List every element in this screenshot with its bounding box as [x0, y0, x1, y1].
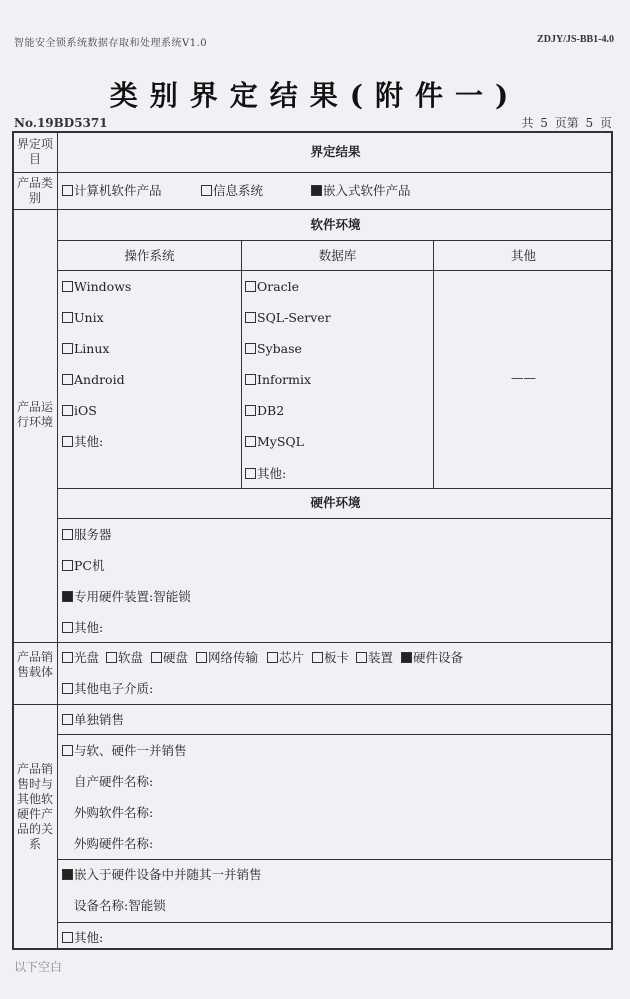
media-option[interactable]: 网络传输: [196, 650, 258, 666]
label-defined-item: 界定项目: [16, 137, 53, 166]
checkbox[interactable]: [62, 529, 73, 540]
checkbox[interactable]: [62, 652, 73, 663]
media-option[interactable]: 硬盘: [151, 650, 188, 666]
media-option[interactable]: 硬件设备: [401, 650, 463, 666]
checkbox[interactable]: [267, 652, 278, 663]
checkbox[interactable]: [62, 932, 73, 943]
checkbox-checked[interactable]: [62, 869, 73, 880]
page-title: 类别界定结果(附件一): [109, 79, 521, 112]
checkbox[interactable]: [356, 652, 367, 663]
db-option[interactable]: SQL-Server: [245, 310, 331, 326]
checkbox-checked[interactable]: [62, 591, 73, 602]
external-software-name: 外购软件名称:: [74, 805, 154, 820]
checkbox[interactable]: [312, 652, 323, 663]
checkbox[interactable]: [245, 436, 256, 447]
row-divider: [58, 488, 613, 489]
os-option[interactable]: Unix: [62, 310, 104, 326]
page-info: 共 5 页第 5 页: [521, 116, 612, 130]
defined-result-header: 界定结果: [310, 144, 361, 159]
checkbox[interactable]: [62, 714, 73, 725]
hw-option[interactable]: 专用硬件装置:智能锁: [62, 589, 191, 605]
other-column-header: 其他: [510, 248, 536, 263]
label-sales-media: 产品销售载体: [16, 650, 53, 679]
hw-option[interactable]: PC机: [62, 558, 104, 574]
checkbox[interactable]: [106, 652, 117, 663]
sale-other[interactable]: 其他:: [62, 930, 103, 946]
sale-embedded[interactable]: 嵌入于硬件设备中并随其一并销售: [62, 867, 262, 883]
category-option[interactable]: 嵌入式软件产品: [311, 183, 411, 199]
checkbox[interactable]: [245, 374, 256, 385]
checkbox[interactable]: [245, 281, 256, 292]
os-option[interactable]: Linux: [62, 341, 109, 357]
row-divider: [58, 734, 613, 735]
checkbox[interactable]: [151, 652, 162, 663]
db-column-header: 数据库: [318, 248, 357, 263]
checkbox[interactable]: [245, 343, 256, 354]
sale-bundle[interactable]: 与软、硬件一并销售: [62, 743, 187, 759]
header-right: ZDJY/JS-BB1-4.0: [537, 34, 614, 45]
media-option[interactable]: 板卡: [312, 650, 349, 666]
media-option[interactable]: 光盘: [62, 650, 99, 666]
checkbox-checked[interactable]: [401, 652, 412, 663]
db-option[interactable]: Sybase: [245, 341, 302, 357]
os-option[interactable]: Windows: [62, 279, 131, 295]
hw-option[interactable]: 其他:: [62, 620, 103, 636]
label-run-environment: 产品运行环境: [16, 400, 53, 429]
external-hardware-name: 外购硬件名称:: [74, 836, 154, 851]
checkbox[interactable]: [62, 436, 73, 447]
row-divider: [58, 518, 613, 519]
checkbox[interactable]: [62, 745, 73, 756]
checkbox[interactable]: [62, 560, 73, 571]
checkbox[interactable]: [62, 622, 73, 633]
checkbox[interactable]: [245, 312, 256, 323]
os-option[interactable]: Android: [62, 372, 125, 388]
media-option[interactable]: 软盘: [106, 650, 143, 666]
db-option[interactable]: Oracle: [245, 279, 299, 295]
column-divider: [433, 240, 434, 488]
checkbox[interactable]: [62, 281, 73, 292]
label-sales-relation: 产品销售时与其他软硬件产品的关系: [16, 762, 53, 851]
row-divider: [58, 859, 613, 860]
category-option[interactable]: 信息系统: [201, 183, 263, 199]
row-divider: [58, 922, 613, 923]
os-option[interactable]: 其他:: [62, 434, 103, 450]
row-divider: [12, 172, 613, 173]
db-option[interactable]: Informix: [245, 372, 311, 388]
checkbox[interactable]: [201, 185, 212, 196]
row-divider: [58, 270, 613, 271]
checkbox[interactable]: [62, 374, 73, 385]
footer-note: 以下空白: [14, 960, 63, 974]
checkbox[interactable]: [196, 652, 207, 663]
own-hardware-name: 自产硬件名称:: [74, 774, 154, 789]
other-value: ——: [511, 370, 536, 385]
media-option[interactable]: 装置: [356, 650, 393, 666]
doc-number: No.19BD5371: [14, 116, 108, 130]
os-column-header: 操作系统: [124, 248, 175, 263]
db-option[interactable]: MySQL: [245, 434, 304, 450]
row-divider: [12, 209, 613, 210]
checkbox[interactable]: [62, 343, 73, 354]
column-divider: [241, 240, 242, 488]
checkbox[interactable]: [62, 312, 73, 323]
category-option[interactable]: 计算机软件产品: [62, 183, 162, 199]
checkbox[interactable]: [62, 405, 73, 416]
checkbox[interactable]: [62, 683, 73, 694]
hw-option[interactable]: 服务器: [62, 527, 112, 543]
checkbox[interactable]: [62, 185, 73, 196]
media-other[interactable]: 其他电子介质:: [62, 681, 153, 697]
db-option[interactable]: DB2: [245, 403, 284, 419]
row-divider: [12, 704, 613, 705]
checkbox[interactable]: [245, 468, 256, 479]
software-env-header: 软件环境: [310, 217, 361, 232]
db-option[interactable]: 其他:: [245, 466, 286, 482]
row-divider: [12, 642, 613, 643]
media-option[interactable]: 芯片: [267, 650, 304, 666]
sale-standalone[interactable]: 单独销售: [62, 712, 124, 728]
os-option[interactable]: iOS: [62, 403, 97, 419]
label-product-category: 产品类别: [16, 176, 53, 205]
checkbox-checked[interactable]: [311, 185, 322, 196]
device-name: 设备名称:智能锁: [74, 898, 166, 913]
hardware-env-header: 硬件环境: [310, 495, 361, 510]
header-left: 智能安全锁系统数据存取和处理系统V1.0: [14, 38, 208, 49]
row-divider: [58, 240, 613, 241]
checkbox[interactable]: [245, 405, 256, 416]
